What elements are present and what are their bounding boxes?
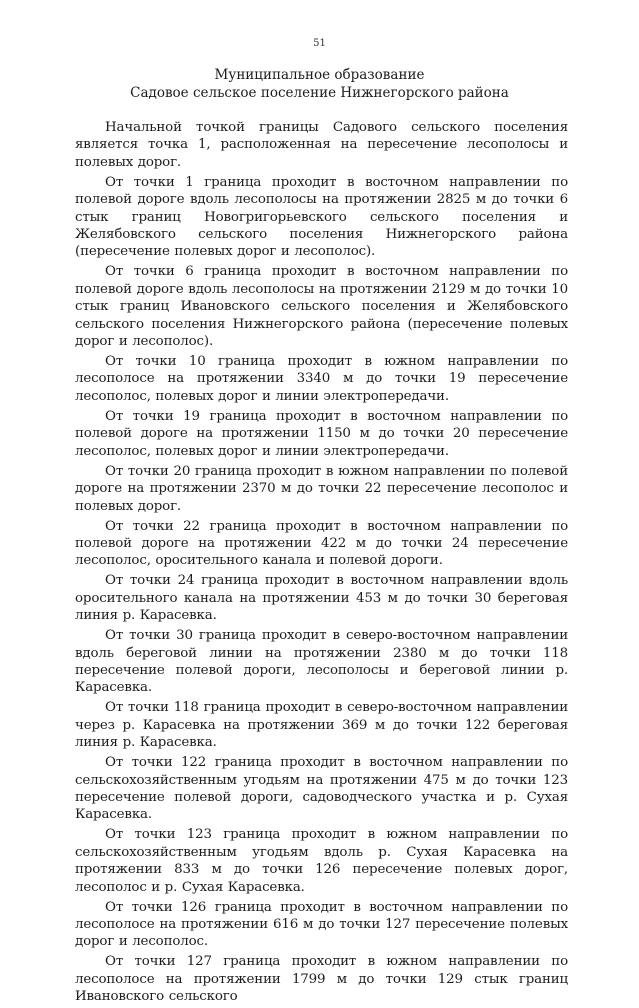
paragraph: От точки 126 граница проходит в восточном направлении по лесополосе на протяжении 616 м до точки 127 пересечение полевых дорог и лесополос.	[75, 899, 568, 950]
document-body	[75, 119, 568, 1008]
document-heading	[0, 66, 639, 102]
page-number: 51	[313, 38, 326, 49]
paragraph: От точки 122 граница проходит в восточном направлении по сельскохозяйственным угодьям на протяжении 475 м до точки 123 пересечение полевой дороги, садоводческого участка и р. Сухая Карасевка.	[75, 755, 568, 823]
paragraph: От точки 19 граница проходит в восточном направлении по полевой дороге на протяжении 1150 м до точки 20 пересечение лесополос, полевых дорог и линии электропередачи.	[75, 408, 568, 459]
paragraph: От точки 118 граница проходит в северо-восточном направлении через р. Карасевка на протяжении 369 м до точки 122 береговая линия р. Карасевка.	[75, 700, 568, 751]
paragraph: От точки 24 граница проходит в восточном направлении вдоль оросительного канала на протяжении 453 м до точки 30 береговая линия р. Карасевка.	[75, 573, 568, 624]
paragraph: Начальной точкой границы Садового сельского поселения является точка 1, расположенная на пересечение лесополосы и полевых дорог.	[75, 120, 568, 170]
paragraph: От точки 127 граница проходит в южном направлении по лесополосе на протяжении 1799 м до точки 129 стык границ Ивановского сельского	[75, 954, 568, 1005]
paragraph: От точки 6 граница проходит в восточном направлении по полевой дороге вдоль лесополосы на протяжении 2129 м до точки 10 стык границ Ивановского сельского поселения и Желябовского сельского поселения Нижнегорского района (пересечение полевых дорог и лесополос).	[75, 264, 568, 350]
heading-line-1: Муниципальное образование	[214, 67, 425, 83]
paragraph: От точки 30 граница проходит в северо-восточном направлении вдоль береговой линии на протяжении 2380 м до точки 118 пересечение полевой дороги, лесополосы и береговой линии р. Карасевка.	[75, 628, 568, 696]
paragraph: От точки 10 граница проходит в южном направлении по лесополосе на протяжении 3340 м до точки 19 пересечение лесополос, полевых дорог и линии электропередачи.	[75, 354, 568, 404]
heading-line-2: Садовое сельское поселение Нижнегорского района	[130, 85, 509, 101]
paragraph: От точки 123 граница проходит в южном направлении по сельскохозяйственным угодьям вдоль р. Сухая Карасевка на протяжении 833 м до точки 126 пересечение полевых дорог, лесополос и р. Сухая Карасевка.	[75, 827, 568, 895]
paragraph: От точки 1 граница проходит в восточном направлении по полевой дороге вдоль лесополосы на протяжении 2825 м до точки 6 стык границ Новогригорьевского сельского поселения и Желябовского сельского поселения Нижнегорского района (пересечение полевых дорог и лесополос).	[75, 174, 568, 260]
paragraph: От точки 22 граница проходит в восточном направлении по полевой дороге на протяжении 422 м до точки 24 пересечение лесополос, оросительного канала и полевой дороги.	[75, 518, 568, 569]
paragraph: От точки 20 граница проходит в южном направлении по полевой дороге на протяжении 2370 м до точки 22 пересечение лесополос и полевых дорог.	[75, 463, 568, 514]
